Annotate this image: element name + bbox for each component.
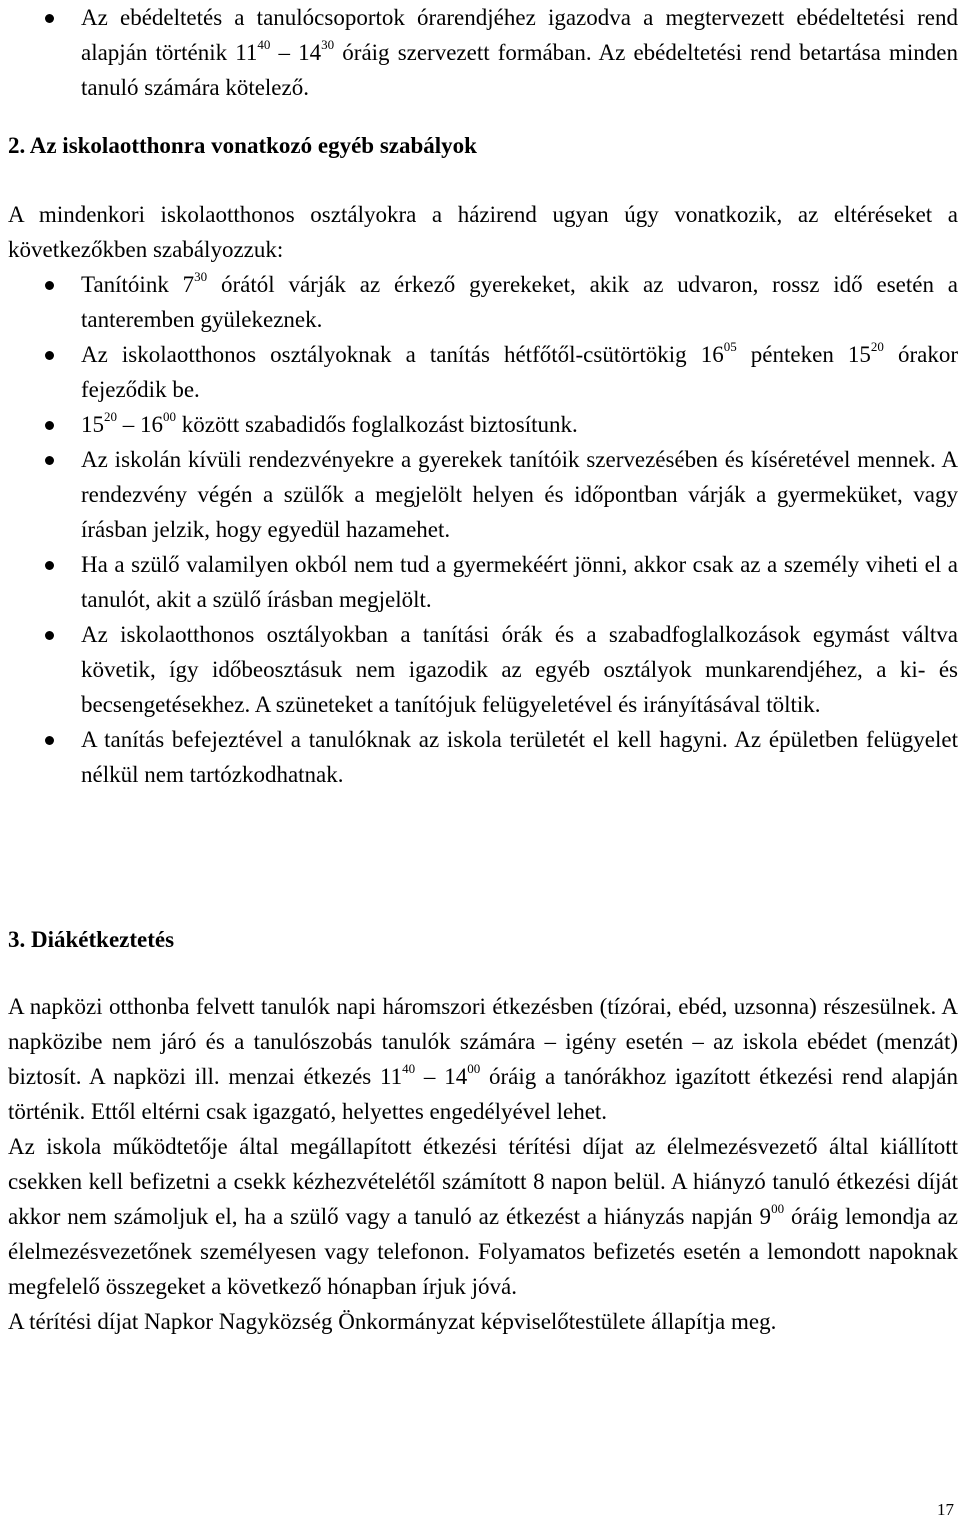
list-item: Az iskolaotthonos osztályokban a tanítási órák és a szabadfoglalkozások egymást váltva követik, így időbeosztásuk nem igazodik az egyéb osztályok munkarendjéhez, a ki- és becsengetésekhez. A szüneteket a tanítójuk felügyeletével és irányításával töltik.: [8, 617, 958, 722]
paragraph: A térítési díjat Napkor Nagyközség Önkormányzat képviselőtestülete állapítja meg.: [8, 1309, 777, 1334]
section-2-body: [8, 197, 958, 792]
rules-list: [8, 267, 958, 792]
bullet-icon: [45, 14, 54, 23]
list-item: Tanítóink $7^{30}$ órától várják az érkező gyerekeket, akik az udvaron, rossz idő esetén a tanteremben gyülekeznek.: [8, 267, 958, 337]
bullet-icon: [45, 561, 54, 570]
bullet-icon: [45, 421, 54, 430]
paragraph: Az iskola működtetője által megállapított étkezési térítési díjat az élelmezésvezető által kiállított csekken kell befizetni a csekk kézhezvételétől számított 8 napon belül. A hiányzó tanuló étkezési díját akkor nem számoljuk el, ha a szülő vagy a tanuló az étkezést a hiányzás napján $9^{00}$ óráig lemondja az élelmezésvezetőnek személyesen vagy telefonon. Folyamatos befizetés esetén a lemondott napoknak megfelelő összegeket a következő hónapban írjuk jóvá.: [8, 1134, 958, 1299]
page-number: 17: [937, 1500, 954, 1519]
bullet-icon: [45, 351, 54, 360]
list-item: $15^{20} - 16^{00}$ között szabadidős foglalkozást biztosítunk.: [8, 407, 958, 442]
list-item: Az ebédeltetés a tanulócsoportok órarendjéhez igazodva a megtervezett ebédeltetési rend alapján történik $11^{40} - 14^{30}$ óráig szervezett formában. Az ebédeltetési rend betartása minden tanuló számára kötelező.: [8, 0, 958, 105]
section-intro: A mindenkori iskolaotthonos osztályokra a házirend ugyan úgy vonatkozik, az eltéréseket a következőkben szabályozzuk:: [8, 202, 958, 262]
paragraph: A napközi otthonba felvett tanulók napi háromszori étkezésben (tízórai, ebéd, uzsonna) részesülnek. A napközibe nem járó és a tanulószobás tanulók számára – igény esetén – az iskola ebédet (menzát) biztosít. A napközi ill. menzai étkezés $11^{40} - 14^{00}$ óráig a tanórákhoz igazított étkezési rend alapján történik. Ettől eltérni csak igazgató, helyettes engedélyével lehet.: [8, 994, 958, 1124]
list-item: Az iskolán kívüli rendezvényekre a gyerekek tanítóik szervezésében és kíséretével mennek. A rendezvény végén a szülők a megjelölt helyen és időpontban várják a gyermeküket, vagy írásban jelzik, hogy egyedül hazamehet.: [8, 442, 958, 547]
list-item: A tanítás befejeztével a tanulóknak az iskola területét el kell hagyni. Az épületben felügyelet nélkül nem tartózkodhatnak.: [8, 722, 958, 792]
section-heading: 2. Az iskolaotthonra vonatkozó egyéb szabályok: [8, 133, 477, 158]
bullet-icon: [45, 281, 54, 290]
lunch-rule-block: [8, 0, 958, 105]
lunch-rule-list: [8, 0, 958, 105]
section-3-body: [8, 989, 958, 1339]
list-item: Ha a szülő valamilyen okból nem tud a gyermekéért jönni, akkor csak az a személy viheti el a tanulót, akit a szülő írásban megjelölt.: [8, 547, 958, 617]
bullet-icon: [45, 631, 54, 640]
section-heading: 3. Diákétkeztetés: [8, 927, 175, 952]
bullet-icon: [45, 456, 54, 465]
list-item: Az iskolaotthonos osztályoknak a tanítás hétfőtől-csütörtökig $16^{05}$ pénteken $15^{20}$ órakor fejeződik be.: [8, 337, 958, 407]
bullet-icon: [45, 736, 54, 745]
